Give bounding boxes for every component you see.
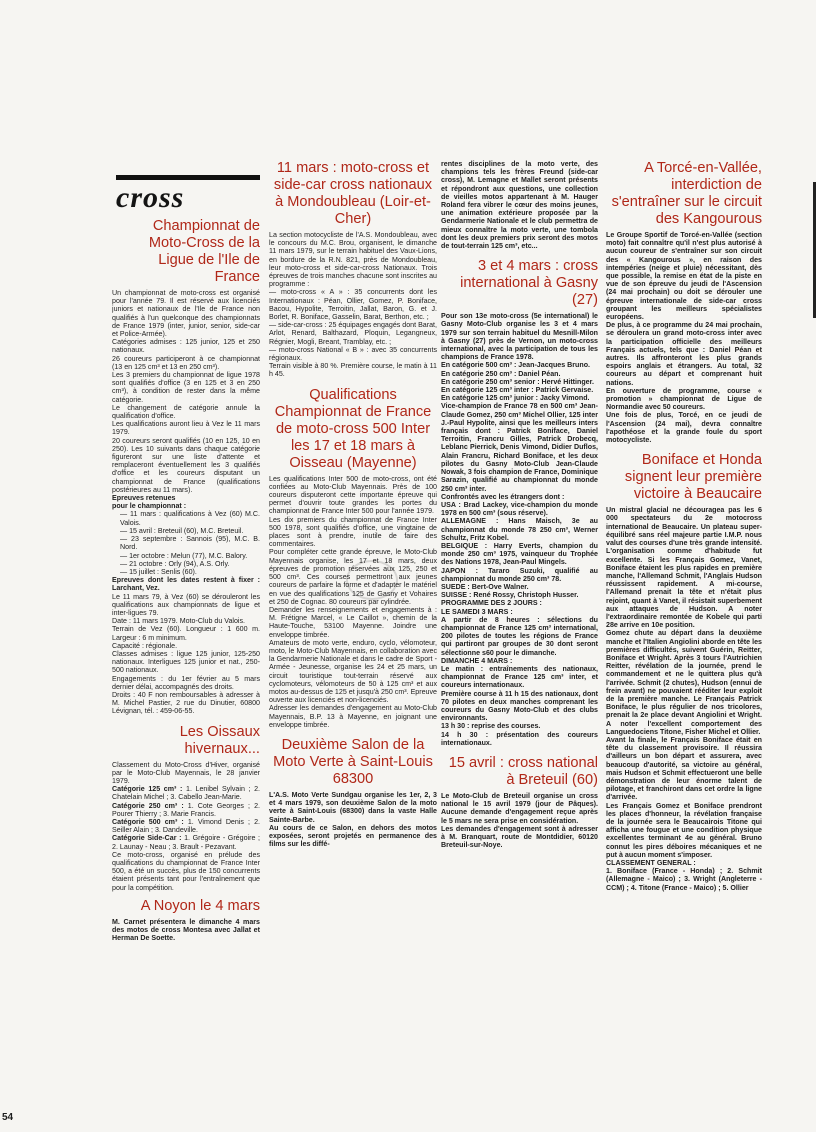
page-number: 54 xyxy=(2,1112,14,1123)
paragraph: 14 h 30 : présentation des coureurs internationaux. xyxy=(441,730,598,747)
date-item: — 15 juillet : Senlis (60). xyxy=(120,567,197,576)
paragraph: 1. Boniface (France - Honda) ; 2. Schmit (Allemagne - Maico) ; 3. Wright (Angleterre - CCM) ; 4. Titone (France - Maico) ; 5. Ollier xyxy=(606,867,762,892)
paragraph: A partir de 8 heures : sélections du championnat de France 125 cm³ international, 200 pilotes de toutes les régions de France qui partiront par groupes de 30 dont seront sélectionne s60 pour le dimanche. xyxy=(441,615,598,657)
article-headline: 15 avril : cross national à Breteuil (60) xyxy=(448,755,598,788)
subheading: Epreuves dont les dates restent à fixer : Larchant, Vez. xyxy=(112,576,260,593)
paragraph: Vice-champion de France 78 en 500 cm³ Jean-Claude Gomez, 250 cm³ Michel Ollier, 125 inter J.-Paul Hypolite, ainsi que les meilleurs inters français dont : Patrick Boniface, Daniel Terroitin, Francru Gilles, Patrick Drobecq, Leblanc Pierrick, Denis Vimond, Didier Duflos, Alain Francru, Richard Boniface, et les deux pilotes du Gasny Moto-Club Jean-Claude Nowak, 3 fois champion de France, Dominique Sarazin, qualifié au championnat du monde 250 cm³ inter. xyxy=(441,402,598,493)
article-headline: 3 et 4 mars : cross international à Gasny (27) xyxy=(460,258,598,309)
paragraph: — moto-cross « A » : 35 concurrents dont les Internationaux : Péan, Ollier, Gomez, P. Boniface, Bacou, Hypolite, Terroitin, Jallat, Baron, G. et J. Borlet, R. Boniface, Gasselin, Barat, Berthon, etc. ; xyxy=(269,288,437,322)
article-headline: Deuxième Salon de la Moto Verte à Saint-Louis 68300 xyxy=(273,736,433,787)
article-headline: Boniface et Honda signent leur première victoire à Beaucaire xyxy=(624,452,762,503)
paragraph: — side-car-cross : 25 équipages engagés dont Barat, Arlot, Renard, Balthazard, Ploquin, Legangneux, Régnier, Mogli, Breant, Tramblay, etc. ; xyxy=(269,321,437,346)
article-body xyxy=(441,160,598,250)
paragraph: Capacité : régionale. xyxy=(112,641,178,650)
paragraph: Un championnat de moto-cross est organisé pour l'année 79. Il est réservé aux licenciés juniors et nationaux de l'Ile de France non qualifiés à l'un quelconque des championnats de France 1979 (inter, junior, senior, side-car et Police-Armée). xyxy=(112,289,260,339)
result-text: 1. Grégoire - Grégoire ; 2. Launay - Neau ; 3. Brault - Pezavant. xyxy=(112,834,260,851)
subheading: CLASSEMENT GENERAL : xyxy=(606,859,696,868)
category-label: Catégorie Side-Car : xyxy=(112,834,182,843)
paragraph: Amateurs de moto verte, enduro, cyclo, vélomoteur, moto, le Moto-Club Mayennais, en collaboration avec la Gendarmerie Nationale et dans le cadre de Sport - Armée - Jeunesse, organise les 24 et 25 mars, un circuit touristique tout-terrain réservé aux cyclomoteurs, vélomoteurs de 50 à 125 cm³ et aux motos au-dessus de 125 et jusqu'à 250 cm³. Epreuve ouverte aux licenciés et non-licenciés. xyxy=(269,638,437,705)
paragraph: Avant la finale, le Français Boniface était en tête du classement provisoire. Il réussira d'ailleurs un bon départ et assurera, avec beaucoup d'autorité, sa victoire au général, mais Hudson et Schmit effectueront une belle démonstration de leur énorme talent de pilotage, et franchiront dans cet ordre la ligne d'arrivée. xyxy=(606,735,762,802)
article-body xyxy=(606,506,762,892)
article-headline: Championnat de Moto-Cross de la Ligue de l'Ile de France xyxy=(148,218,260,285)
result-text: 1. Vimond Denis ; 2. Seiller Alain ; 3. Dandeville. xyxy=(112,817,260,835)
paragraph: Les Français Gomez et Boniface prendront les places d'honneur, la révélation française de la journée sera le Beaucairois Titone qui afficha une fougue et une condition physique excellentes terminant 4e au général. Bruno connut les pires déboires mécaniques et ne put à aucun moment s'imposer. xyxy=(606,801,762,859)
paragraph: Classement du Moto-Cross d'Hiver, organisé par le Moto-Club Mayennais, le 28 janvier 1979. xyxy=(112,760,260,785)
result-line xyxy=(112,802,260,818)
category-label: Catégorie 125 cm³ : xyxy=(112,785,183,794)
paragraph: En catégorie 500 cm³ : Jean-Jacques Bruno. xyxy=(441,361,591,370)
paragraph: Les demandes d'engagement sont à adresser à M. Branquart, route de Montdidier, 60120 Breteuil-sur-Noye. xyxy=(441,824,598,850)
paragraph: — moto-cross National « B » : avec 35 concurrents régionaux. xyxy=(269,345,437,363)
article-body xyxy=(441,792,598,849)
column-2 xyxy=(269,160,437,1106)
date-item: — 21 octobre : Orly (94), A.S. Orly. xyxy=(120,559,230,568)
article-body xyxy=(112,918,260,943)
article-headline: A Noyon le 4 mars xyxy=(140,897,260,914)
paragraph: Le 11 mars 79, à Vez (60) se dérouleront les qualifications aux championnats de ligue et inter-ligues 79. xyxy=(112,592,260,617)
paragraph: Terrain visible à 80 %. Première course, le matin à 11 h 45. xyxy=(269,362,437,379)
paragraph: Engagements : du 1er février au 5 mars dernier délai, accompagnés des droits. xyxy=(112,674,260,691)
paragraph: rentes disciplines de la moto verte, des champions tels les frères Freund (side-car cross), M. Lemagne et Mallet seront présents et répondront aux questions, une collection de vieilles motos appartenant à M. Hauger Roland fera vibrer le cœur des moins jeunes, une animation extérieure proposée par la Gendarmerie Nationale et le club permettra de mieux connaître la moto verte, une tombola dont les deux premiers prix seront des motos de tout-terrain 125 cm³, etc... xyxy=(441,160,598,251)
paragraph: Une fois de plus, Torcé, en ce jeudi de l'Ascension (24 mai), devra connaître l'apothéose et la grande foule du sport motocycliste. xyxy=(606,411,762,445)
paragraph: En catégorie 250 cm³ senior : Hervé Hittinger. xyxy=(441,377,594,386)
paragraph: En catégorie 250 cm³ : Daniel Péan. xyxy=(441,369,561,378)
paragraph: Le Moto-Club de Breteuil organise un cross national le 15 avril 1979 (jour de Pâques). Aucune demande d'engagement reçue après le 5 mars ne sera prise en considération. xyxy=(441,792,598,825)
section-rule xyxy=(116,175,260,180)
section-title: cross xyxy=(116,181,185,214)
column-4 xyxy=(606,160,762,1106)
result-text: 1. Cote Georges ; 2. Pourer Thierry ; 3. Marie Francis. xyxy=(112,801,260,818)
paragraph: La section motocycliste de l'A.S. Mondoubleau, avec le concours du M.C. Brou, organisent, le dimanche 11 mars 1979, sur le terrain habituel des Vaux-Lions, en bordure de la R.N. 821, près de Mondoubleau, leur moto-cross et side-car-cross Nationaux. Trois épreuves de trois manches chacune sont inscrites au programme : xyxy=(269,231,437,289)
paragraph: JAPON : Tararo Suzuki, qualifié au championnat du monde 250 cm³ 78. xyxy=(441,566,598,583)
paragraph: Première course à 11 h 15 des nationaux, dont 70 pilotes en deux manches comprenant les coureurs du Gasny Moto-Club et des clubs environnants. xyxy=(441,689,598,723)
column-3 xyxy=(441,160,598,1106)
paragraph: En catégorie 125 cm³ inter : Patrick Gervaise. xyxy=(441,386,594,395)
paragraph: En catégorie 125 cm³ junior : Jacky Vimond. xyxy=(441,394,590,403)
paragraph: Classes admises : ligue 125 junior, 125-250 nationaux. Interligues 125 junior et nat., 250-500 nationaux. xyxy=(112,649,260,675)
paragraph: 26 coureurs participeront à ce championnat (13 en 125 cm³ et 13 en 250 cm³). xyxy=(112,354,260,371)
paragraph: L'A.S. Moto Verte Sundgau organise les 1er, 2, 3 et 4 mars 1979, son deuxième Salon de la moto verte à Saint-Louis (68300) dans la vaste Halle Sainte-Barbe. xyxy=(269,790,437,824)
article-body xyxy=(269,475,437,729)
result-line xyxy=(112,834,260,850)
category-label: Catégorie 250 cm³ : xyxy=(112,801,184,810)
article-headline: Qualifications Championnat de France de moto-cross 500 Inter les 17 et 18 mars à Oisseau (Mayenne) xyxy=(274,386,432,471)
paragraph: DIMANCHE 4 MARS : xyxy=(441,656,513,665)
article-body xyxy=(441,312,598,747)
paragraph: Les 3 premiers du championnat de ligue 1978 sont qualifiés d'office (3 en 125 et 3 en 250 cm³), à condition de rester dans la même catégorie. xyxy=(112,371,260,404)
article-headline: 11 mars : moto-cross et side-car cross nationaux à Mondoubleau (Loir-et-Cher) xyxy=(273,160,433,227)
paragraph: ALLEMAGNE : Hans Maisch, 3e au championnat du monde 78 250 cm³, Werner Schultz, Fritz Kobel. xyxy=(441,517,598,542)
paragraph: PROGRAMME DES 2 JOURS : xyxy=(441,599,542,608)
article-body xyxy=(269,791,437,848)
paragraph: Les qualifications Inter 500 de moto-cross, ont été confiées au Moto-Club Mayennais. Près de 100 coureurs disputeront cette importante épreuve qui permet d'ouvrir toute grandes les portes du championnat de France Inter 500 pour l'année 1979. xyxy=(269,474,437,516)
paragraph: Terrain de Vez (60). Longueur : 1 600 m. Largeur : 6 m minimum. xyxy=(112,625,260,642)
paragraph: Pour son 13e moto-cross (5e international) le Gasny Moto-Club organise les 3 et 4 mars 1979 sur son terrain habituel du Mesnill-Milon à Gasny (27) près de Vernon, un moto-cross international, avec la participation de tous les champions de France 1978. xyxy=(441,312,598,362)
article-body xyxy=(269,231,437,379)
date-item: — 15 avril : Breteuil (60), M.C. Breteuil. xyxy=(120,526,244,535)
paragraph: Date : 11 mars 1979. Moto-Club du Valois. xyxy=(112,617,246,626)
article-headline: A Torcé-en-Vallée, interdiction de s'entraîner sur le circuit des Kangourous xyxy=(611,160,762,227)
category-label: Catégorie 500 cm³ : xyxy=(112,817,184,826)
paragraph: Droits : 40 F non remboursables à adresser à M. Michel Pastier, 2 rue du Dinutier, 60800 Lévignan, tél. : 459-06-55. xyxy=(112,690,260,716)
column-1 xyxy=(112,160,260,1106)
date-item: — 1er octobre : Melun (77), M.C. Balory. xyxy=(120,551,248,560)
paragraph: Le matin : entraînements des nationaux, championnat de France 125 cm³ inter, et coureurs internationaux. xyxy=(441,664,598,690)
article-headline: Les Oissaux hivernaux... xyxy=(179,723,260,757)
paragraph: Ce moto-cross, organisé en prélude des qualifications du championnat de France Inter 500, a été un succès, plus de 150 concurrents étaient présents tant pour l'entraînement que pour la compétition. xyxy=(112,850,260,892)
result-line xyxy=(112,785,260,801)
paragraph: En ouverture de programme, course « promotion » championnat de Ligue de Normandie avec 50 coureurs. xyxy=(606,386,762,412)
paragraph: Les dix premiers du championnat de France Inter 500 1978, sont qualifiés d'office, une vingtaine de places sont à prendre, inutile de faire des commentaires. xyxy=(269,515,437,549)
paragraph: Les qualifications auront lieu à Vez le 11 mars 1979. xyxy=(112,420,260,437)
result-line xyxy=(112,818,260,834)
paragraph: SUISSE : René Rossy, Christoph Husser. xyxy=(441,591,579,600)
paragraph: LE SAMEDI 3 MARS : xyxy=(441,607,513,616)
paragraph: Au cours de ce Salon, en dehors des motos exposées, seront projetés en permanence des films sur les diffé- xyxy=(269,823,437,849)
paragraph: Le Groupe Sportif de Torcé-en-Vallée (section moto) fait connaître qu'il n'est plus autorisé à aucun coureur de s'entraîner sur son circuit des « Kangourous », en raison des intempéries (neige et pluie) nécessitant, dès que possible, la remise en état de la piste en vue de son épreuve du jeudi de l'Ascension (24 mai prochain) ou doit se dérouler une épreuve internationale de side-car cross groupant les meilleurs spécialistes européens. xyxy=(606,231,762,322)
article-body xyxy=(112,761,260,892)
paragraph: Demander les renseignements et engagements à : M. Frétigne Marcel, « Le Caillot », chemin de la Haute-Touche, 53100 Mayenne. Joindre une enveloppe timbrée. xyxy=(269,605,437,639)
paragraph: Adresser les demandes d'engagement au Moto-Club Mayennais, B.P. 13 à Mayenne, en joignant une enveloppe timbrée. xyxy=(269,704,437,729)
result-text: 1. Lenibel Sylvain ; 2. Chatelain Michel ; 3. Cabello Jean-Marie. xyxy=(112,785,260,802)
paragraph: Gomez chute au départ dans la deuxième manche et l'Italien Angiolini aborde en tête les premières difficultés, suivent Guérin, Reitter, Boniface et Wright. Après 3 tours l'Autrichien Reitter, révélation de la journée, prend le commandement et ne le quittera plus qu'à l'arrivée. Schmit (2 chutes), Hudson (ennui de frein avant) ne pouvaient rééditer leur exploit de la première manche. Le Français Patrick Boniface, le plus régulier de nos tricolores, prenait la 2e place devant Angiolini et Wright. A noter l'excellent comportement des Languedociens Titone, Fisher Michel et Ollier. xyxy=(606,629,762,736)
date-item: — 23 septembre : Sannois (95), M.C. B. Nord. xyxy=(120,535,260,552)
subheading: Epreuves retenues xyxy=(112,494,176,503)
paragraph: 13 h 30 : reprise des courses. xyxy=(441,722,541,731)
article-body xyxy=(606,231,762,444)
paragraph: Le changement de catégorie annule la qualification d'office. xyxy=(112,403,260,421)
paragraph: USA : Brad Lackey, vice-champion du monde 1978 en 500 cm³ (sous réserve). xyxy=(441,500,598,518)
paragraph: De plus, à ce programme du 24 mai prochain, se déroulera un grand moto-cross inter avec la participation officielle des meilleurs Français actuels, tels que : Daniel Péan et autres. Ils affronteront les plus grands espoirs anglais et étrangers. Au total, 32 coureurs au départ et comprenant huit nations. xyxy=(606,321,762,387)
paragraph: SUEDE : Bert-Ove Walner. xyxy=(441,582,529,591)
paragraph: 20 coureurs seront qualifiés (10 en 125, 10 en 250). Les 10 suivants dans chaque catégorie figureront sur une liste d'attente et remplaceront éventuellement les 3 qualifiés d'office et les coureurs disputant un championnat de France (qualifications postérieures au 11 mars). xyxy=(112,436,260,494)
date-item: — 11 mars : qualifications à Vez (60) M.C. Valois. xyxy=(120,510,260,527)
article-body xyxy=(112,289,260,716)
paragraph: Pour compléter cette grande épreuve, le Moto-Club Mayennais organise, les 17 et 18 mars, deux épreuves de promotion réservées aux 125, 250 et 500 cm³. Ces courses permettront aux jeunes coureurs de parfaire la forme et d'adapter le matériel en vue des qualifications 125 de Gasny et Vohaires et 250 de Cognac. 80 coureurs par cylindrée. xyxy=(269,548,437,606)
paragraph: Confrontés avec les étrangers dont : xyxy=(441,492,565,501)
subheading: pour le championnat : xyxy=(112,502,187,511)
paragraph: Un mistral glacial ne décourageа pas les 6 000 spectateurs du 2e motocross international de Beaucaire. Un plateau super-équilibré sans réel majeure partie I.M.P. nous valut des courses d'une très grande intensité. L'organisation comme d'habitude fut excellente. Si les Français Gomez, Vanet, Boniface étaient les plus rapides en première manche, l'Allemand Schmit, l'Anglais Hudson réussissent rapidement. A mi-course, l'Allemand prenait la tête et n'était plus rejoint, quant à Vanet, il résistait superbement aux attaques de Hudson. A noter l'extraordinaire remontée de Kobele qui parti 28e arrive en 10e position. xyxy=(606,506,762,630)
paragraph: M. Carnet présentera le dimanche 4 mars des motos de cross Montesa avec Jallat et Herman De Soette. xyxy=(112,917,260,943)
paragraph: Catégories admises : 125 junior, 125 et 250 nationaux. xyxy=(112,338,260,355)
paragraph: BELGIQUE : Harry Everts, champion du monde 250 cm³ 1975, vainqueur du Trophée des Nations 1978, Jean-Paul Mingels. xyxy=(441,541,598,567)
